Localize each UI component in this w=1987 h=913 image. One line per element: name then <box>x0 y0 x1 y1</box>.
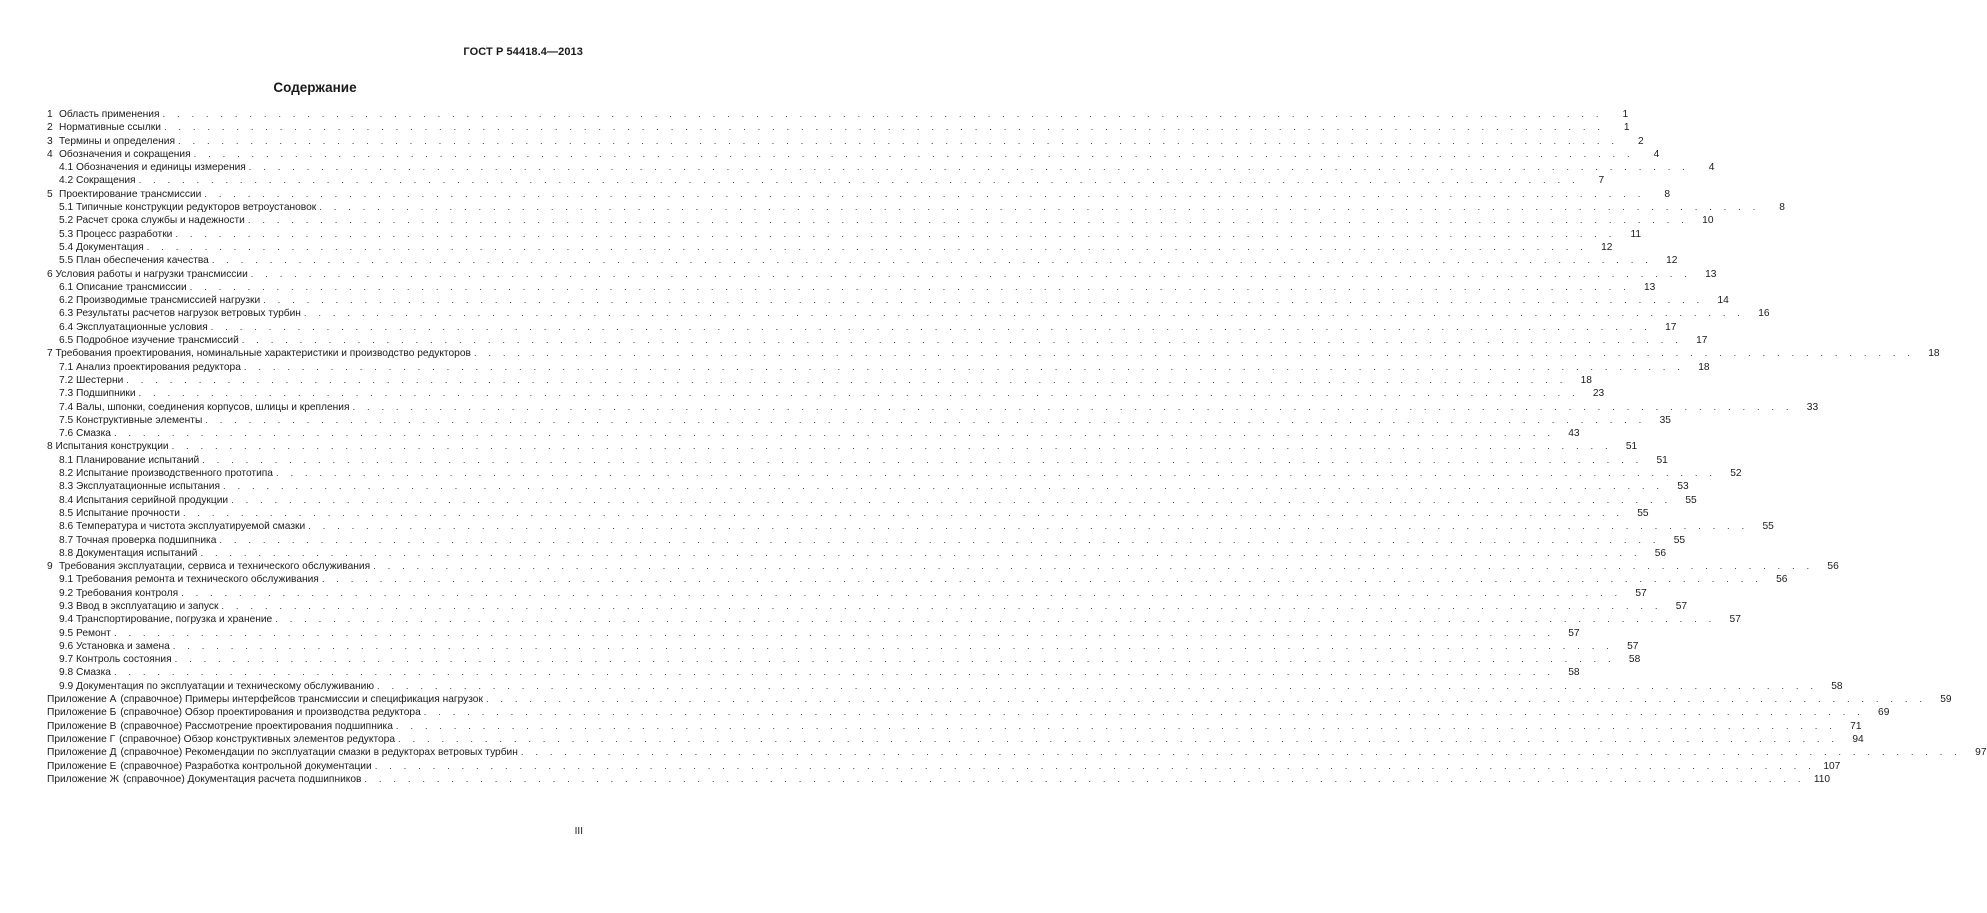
toc-entry[interactable] <box>47 733 1864 746</box>
toc-entry-page: 17 <box>1696 335 1708 347</box>
toc-entry-number: 5 <box>47 188 53 200</box>
toc-leader-dots <box>221 600 1662 613</box>
toc-entry-number: 2 <box>47 122 53 134</box>
toc-entry-number: 3 <box>47 135 53 147</box>
toc-leader-dots <box>398 733 1839 746</box>
toc-leader-dots <box>202 454 1643 467</box>
toc-entry-title: 8.3 Эксплуатационные испытания <box>59 481 221 493</box>
toc-entry[interactable] <box>47 161 1715 174</box>
toc-entry-page: 23 <box>1592 388 1605 400</box>
toc-entry-page: 52 <box>1730 468 1742 480</box>
toc-entry-page: 18 <box>1698 361 1710 373</box>
toc-leader-dots <box>211 321 1652 334</box>
toc-entry-page: 14 <box>1717 295 1729 307</box>
toc-leader-dots <box>190 281 1631 294</box>
toc-entry-page: 53 <box>1677 481 1689 493</box>
toc-entry-title: 7.1 Анализ проектирования редуктора <box>59 361 241 373</box>
toc-entry-number: 9 <box>47 561 53 573</box>
toc-entry-title: 5.5 План обеспечения качества <box>59 255 209 267</box>
toc-entry-title: (справочное) Обзор проектирования и производства редуктора <box>120 707 421 719</box>
toc-entry-page: 18 <box>1580 374 1592 386</box>
toc-entry-title: 9.2 Требования контроля <box>59 587 179 599</box>
toc-entry-page: 57 <box>1675 600 1688 612</box>
toc-entry-title: 7.4 Валы, шпонки, соединения корпусов, шлицы и крепления <box>59 401 350 413</box>
toc-entry[interactable] <box>47 254 1678 267</box>
toc-entry-page: 69 <box>1878 707 1890 719</box>
toc-leader-dots <box>377 680 1818 693</box>
toc-appendix-label: Приложение Ж <box>47 773 119 785</box>
toc-entry-page: 8 <box>1664 188 1670 200</box>
toc-entry[interactable] <box>47 334 1708 347</box>
toc-entry[interactable] <box>47 321 1677 334</box>
toc-entry-title: 9.6 Установка и замена <box>59 640 170 652</box>
toc-leader-dots <box>231 494 1672 507</box>
toc-entry-title: 8.4 Испытания серийной продукции <box>59 494 229 506</box>
toc-entry-title: 8.2 Испытание производственного прототипа <box>59 468 273 480</box>
toc-leader-dots <box>114 427 1555 440</box>
toc-leader-dots <box>248 214 1689 227</box>
toc-entry[interactable] <box>47 268 1717 281</box>
toc-leader-dots <box>474 347 1915 360</box>
toc-entry[interactable] <box>47 680 1843 693</box>
toc-entry[interactable] <box>47 520 1774 533</box>
toc-leader-dots <box>373 560 1814 573</box>
toc-leader-dots <box>173 640 1614 653</box>
toc-entry-page: 13 <box>1705 268 1717 280</box>
toc-entry-page: 107 <box>1823 760 1841 772</box>
toc-leader-dots <box>275 613 1716 626</box>
toc-entry-page: 58 <box>1831 680 1843 692</box>
toc-entry-page: 55 <box>1673 534 1686 546</box>
toc-leader-dots <box>205 414 1646 427</box>
toc-entry-page: 56 <box>1776 574 1788 586</box>
toc-leader-dots <box>175 228 1616 241</box>
toc-entry-page: 58 <box>1568 667 1580 679</box>
toc-leader-dots <box>126 374 1567 387</box>
toc-leader-dots <box>162 108 1603 121</box>
toc-appendix-label: Приложение Г <box>47 733 116 745</box>
toc-entry[interactable] <box>47 666 1580 679</box>
toc-entry[interactable] <box>47 573 1788 586</box>
toc-entry[interactable] <box>47 307 1770 320</box>
toc-entry-page: 57 <box>1568 627 1580 639</box>
toc-leader-dots <box>178 135 1619 148</box>
toc-entry-page: 57 <box>1627 640 1639 652</box>
toc-entry-title: 9.3 Ввод в эксплуатацию и запуск <box>59 600 219 612</box>
toc-entry-number: 4 <box>47 148 53 160</box>
toc-entry-title: (справочное) Рекомендации по эксплуатации смазки в редукторах ветровых турбин <box>120 747 518 759</box>
toc-leader-dots <box>181 587 1622 600</box>
toc-leader-dots <box>375 760 1816 773</box>
toc-entry-title: 7.5 Конструктивные элементы <box>59 414 203 426</box>
toc-leader-dots <box>219 534 1660 547</box>
toc-entry-title: (справочное) Обзор конструктивных элементов редуктора <box>119 733 396 745</box>
toc-entry[interactable] <box>47 720 1862 733</box>
toc-entry[interactable] <box>47 613 1741 626</box>
toc-entry[interactable] <box>47 281 1656 294</box>
toc-leader-dots <box>521 746 1962 759</box>
toc-entry-page: 56 <box>1827 561 1839 573</box>
toc-entry-page: 1 <box>1622 109 1629 120</box>
toc-leader-dots <box>319 201 1760 214</box>
toc-entry[interactable] <box>47 135 1644 148</box>
toc-entry[interactable] <box>47 148 1660 161</box>
toc-entry-page: 110 <box>1813 773 1831 785</box>
toc-entry-page: 13 <box>1643 281 1656 293</box>
toc-entry[interactable] <box>47 600 1688 613</box>
toc-leader-dots <box>212 254 1653 267</box>
toc-appendix-label: Приложение Е <box>47 760 117 772</box>
toc-entry-page: 2 <box>1637 135 1644 147</box>
toc-leader-dots <box>242 334 1683 347</box>
toc-entry[interactable] <box>47 467 1742 480</box>
toc-entry-title: 5.2 Расчет срока службы и надежности <box>59 215 245 227</box>
toc-entry[interactable] <box>47 480 1689 493</box>
standard-designation: ГОСТ Р 54418.4—2013 <box>463 46 583 58</box>
toc-entry-page: 55 <box>1685 494 1697 506</box>
toc-entry-page: 43 <box>1568 428 1580 440</box>
toc-entry-page: 12 <box>1601 241 1613 253</box>
toc-entry[interactable] <box>47 387 1605 400</box>
toc-entry-page: 71 <box>1850 720 1862 732</box>
toc-entry-title: 8.7 Точная проверка подшипника <box>59 534 217 546</box>
toc-entry[interactable] <box>47 706 1890 719</box>
toc-entry-title: (справочное) Примеры интерфейсов трансмиссии и спецификация нагрузок <box>120 694 483 706</box>
toc-entry-title: 7.2 Шестерни <box>59 374 124 386</box>
toc-entry-title: 9.8 Смазка <box>59 667 111 679</box>
toc-entry-page: 17 <box>1665 321 1677 333</box>
toc-leader-dots <box>396 720 1837 733</box>
toc-appendix-label: Приложение Б <box>47 707 117 719</box>
toc-leader-dots <box>164 121 1605 134</box>
toc-appendix-label: Приложение В <box>47 720 117 732</box>
toc-entry-title: 6.1 Описание трансмиссии <box>59 281 187 293</box>
toc-entry-title: Обозначения и сокращения <box>59 148 191 160</box>
toc-leader-dots <box>204 188 1645 201</box>
toc-entry-number: 1 <box>47 109 53 120</box>
toc-entry-title: 8.1 Планирование испытаний <box>59 454 200 466</box>
toc-entry-page: 59 <box>1940 694 1952 706</box>
toc-entry-title: 9.5 Ремонт <box>59 627 111 639</box>
toc-entry[interactable] <box>47 241 1613 254</box>
toc-entry[interactable] <box>47 440 1638 453</box>
table-of-contents <box>47 108 1987 786</box>
toc-entry[interactable] <box>47 427 1580 440</box>
toc-entry[interactable] <box>47 587 1647 600</box>
toc-entry-page: 58 <box>1628 654 1641 666</box>
toc-entry-title: Проектирование трансмиссии <box>59 188 202 200</box>
toc-entry-page: 7 <box>1598 175 1605 187</box>
toc-entry-title: 8.6 Температура и чистота эксплуатируемой смазки <box>59 521 306 533</box>
toc-entry-title: 6 Условия работы и нагрузки трансмиссии <box>47 268 248 280</box>
toc-entry[interactable] <box>47 454 1668 467</box>
toc-entry-title: 6.5 Подробное изучение трансмиссий <box>59 335 239 347</box>
toc-leader-dots <box>114 666 1555 679</box>
toc-entry-page: 97 <box>1975 747 1987 759</box>
toc-entry[interactable] <box>47 653 1641 666</box>
toc-entry[interactable] <box>47 201 1785 214</box>
toc-leader-dots <box>183 507 1624 520</box>
toc-entry-title: 7 Требования проектирования, номинальные характеристики и производство редукторов <box>47 348 471 360</box>
toc-leader-dots <box>223 480 1664 493</box>
toc-entry[interactable] <box>47 627 1580 640</box>
toc-entry-page: 33 <box>1806 401 1819 413</box>
toc-entry-page: 10 <box>1702 215 1714 227</box>
toc-entry-page: 57 <box>1729 614 1741 626</box>
toc-entry-title: 8 Испытания конструкции <box>47 441 169 453</box>
toc-entry[interactable] <box>47 773 1831 786</box>
toc-leader-dots <box>251 268 1692 281</box>
toc-leader-dots <box>353 401 1794 414</box>
toc-entry-page: 35 <box>1659 414 1671 426</box>
toc-entry[interactable] <box>47 374 1592 387</box>
toc-entry-title: 9.9 Документация по эксплуатации и техническому обслуживанию <box>59 680 374 692</box>
toc-entry-title: 4.1 Обозначения и единицы измерения <box>59 162 246 174</box>
page-number: III <box>574 826 583 837</box>
toc-entry-page: 16 <box>1758 308 1770 320</box>
toc-leader-dots <box>486 693 1927 706</box>
toc-leader-dots <box>194 148 1635 161</box>
toc-entry[interactable] <box>47 361 1710 374</box>
toc-entry-title: 9.7 Контроль состояния <box>59 654 172 666</box>
toc-entry-page: 51 <box>1625 441 1638 453</box>
toc-entry-page: 57 <box>1635 587 1647 599</box>
toc-leader-dots <box>424 706 1865 719</box>
toc-entry-title: 4.2 Сокращения <box>59 175 136 187</box>
toc-entry-title: 6.3 Результаты расчетов нагрузок ветровых турбин <box>59 308 301 320</box>
toc-entry-page: 56 <box>1654 547 1667 559</box>
toc-entry[interactable] <box>47 693 1952 706</box>
toc-entry[interactable] <box>47 294 1729 307</box>
toc-entry[interactable] <box>47 494 1697 507</box>
toc-entry-title: Область применения <box>59 109 160 120</box>
toc-entry-title: 9.4 Транспортирование, погрузка и хранение <box>59 614 273 626</box>
toc-entry-title: 8.8 Документация испытаний <box>59 547 198 559</box>
toc-entry-page: 1 <box>1623 122 1630 134</box>
toc-leader-dots <box>139 174 1580 187</box>
toc-entry-title: (справочное) Разработка контрольной документации <box>120 760 372 772</box>
toc-entry[interactable] <box>47 228 1642 241</box>
toc-entry-title: 7.3 Подшипники <box>59 388 136 400</box>
toc-entry-title: Нормативные ссылки <box>59 122 161 134</box>
toc-entry[interactable] <box>47 188 1670 201</box>
toc-entry-page: 18 <box>1928 348 1940 360</box>
toc-appendix-label: Приложение А <box>47 694 117 706</box>
toc-entry-page: 4 <box>1708 162 1715 174</box>
toc-leader-dots <box>200 547 1641 560</box>
toc-leader-dots <box>364 773 1805 786</box>
toc-entry-page: 51 <box>1656 454 1668 466</box>
toc-entry-page: 12 <box>1666 255 1678 267</box>
toc-entry[interactable] <box>47 121 1630 134</box>
toc-entry-page: 8 <box>1779 202 1785 214</box>
toc-entry[interactable] <box>47 347 1940 360</box>
toc-entry-title: 6.4 Эксплуатационные условия <box>59 321 208 333</box>
toc-entry[interactable] <box>47 760 1841 773</box>
toc-entry[interactable] <box>47 214 1714 227</box>
toc-leader-dots <box>249 161 1690 174</box>
toc-entry-page: 11 <box>1630 228 1642 240</box>
toc-entry-title: Требования эксплуатации, сервиса и технического обслуживания <box>59 561 371 573</box>
toc-entry[interactable] <box>47 174 1605 187</box>
toc-entry-title: 8.5 Испытание прочности <box>59 507 180 519</box>
toc-entry-page: 55 <box>1762 521 1774 533</box>
toc-leader-dots <box>114 627 1555 640</box>
toc-title: Содержание <box>273 80 357 95</box>
toc-entry-title: 7.6 Смазка <box>59 428 111 440</box>
toc-entry-title: 5.1 Типичные конструкции редукторов ветроустановок <box>59 202 317 214</box>
toc-leader-dots <box>172 440 1613 453</box>
toc-leader-dots <box>308 520 1749 533</box>
toc-entry[interactable] <box>47 746 1987 759</box>
toc-leader-dots <box>263 294 1704 307</box>
toc-entry-title: 6.2 Производимые трансмиссией нагрузки <box>59 295 261 307</box>
toc-entry[interactable] <box>47 108 1629 121</box>
toc-entry[interactable] <box>47 507 1649 520</box>
toc-leader-dots <box>175 653 1616 666</box>
toc-entry-title: 9.1 Требования ремонта и технического обслуживания <box>59 574 319 586</box>
toc-entry-title: 5.3 Процесс разработки <box>59 228 173 240</box>
toc-entry[interactable] <box>47 534 1686 547</box>
toc-entry[interactable] <box>47 547 1667 560</box>
toc-entry[interactable] <box>47 560 1839 573</box>
toc-leader-dots <box>276 467 1717 480</box>
toc-entry-page: 4 <box>1653 148 1660 160</box>
toc-entry-title: Термины и определения <box>59 135 175 147</box>
toc-entry-title: (справочное) Рассмотрение проектирования подшипника <box>120 720 393 732</box>
toc-leader-dots <box>304 307 1745 320</box>
toc-entry-page: 94 <box>1852 733 1864 745</box>
toc-entry-title: 5.4 Документация <box>59 241 144 253</box>
toc-entry-page: 55 <box>1637 507 1649 519</box>
toc-leader-dots <box>322 573 1763 586</box>
toc-leader-dots <box>139 387 1580 400</box>
toc-entry[interactable] <box>47 414 1671 427</box>
toc-appendix-label: Приложение Д <box>47 747 117 759</box>
toc-leader-dots <box>147 241 1588 254</box>
toc-entry-title: (справочное) Документация расчета подшипников <box>123 773 362 785</box>
toc-entry[interactable] <box>47 640 1639 653</box>
toc-entry[interactable] <box>47 401 1819 414</box>
toc-leader-dots <box>244 361 1685 374</box>
